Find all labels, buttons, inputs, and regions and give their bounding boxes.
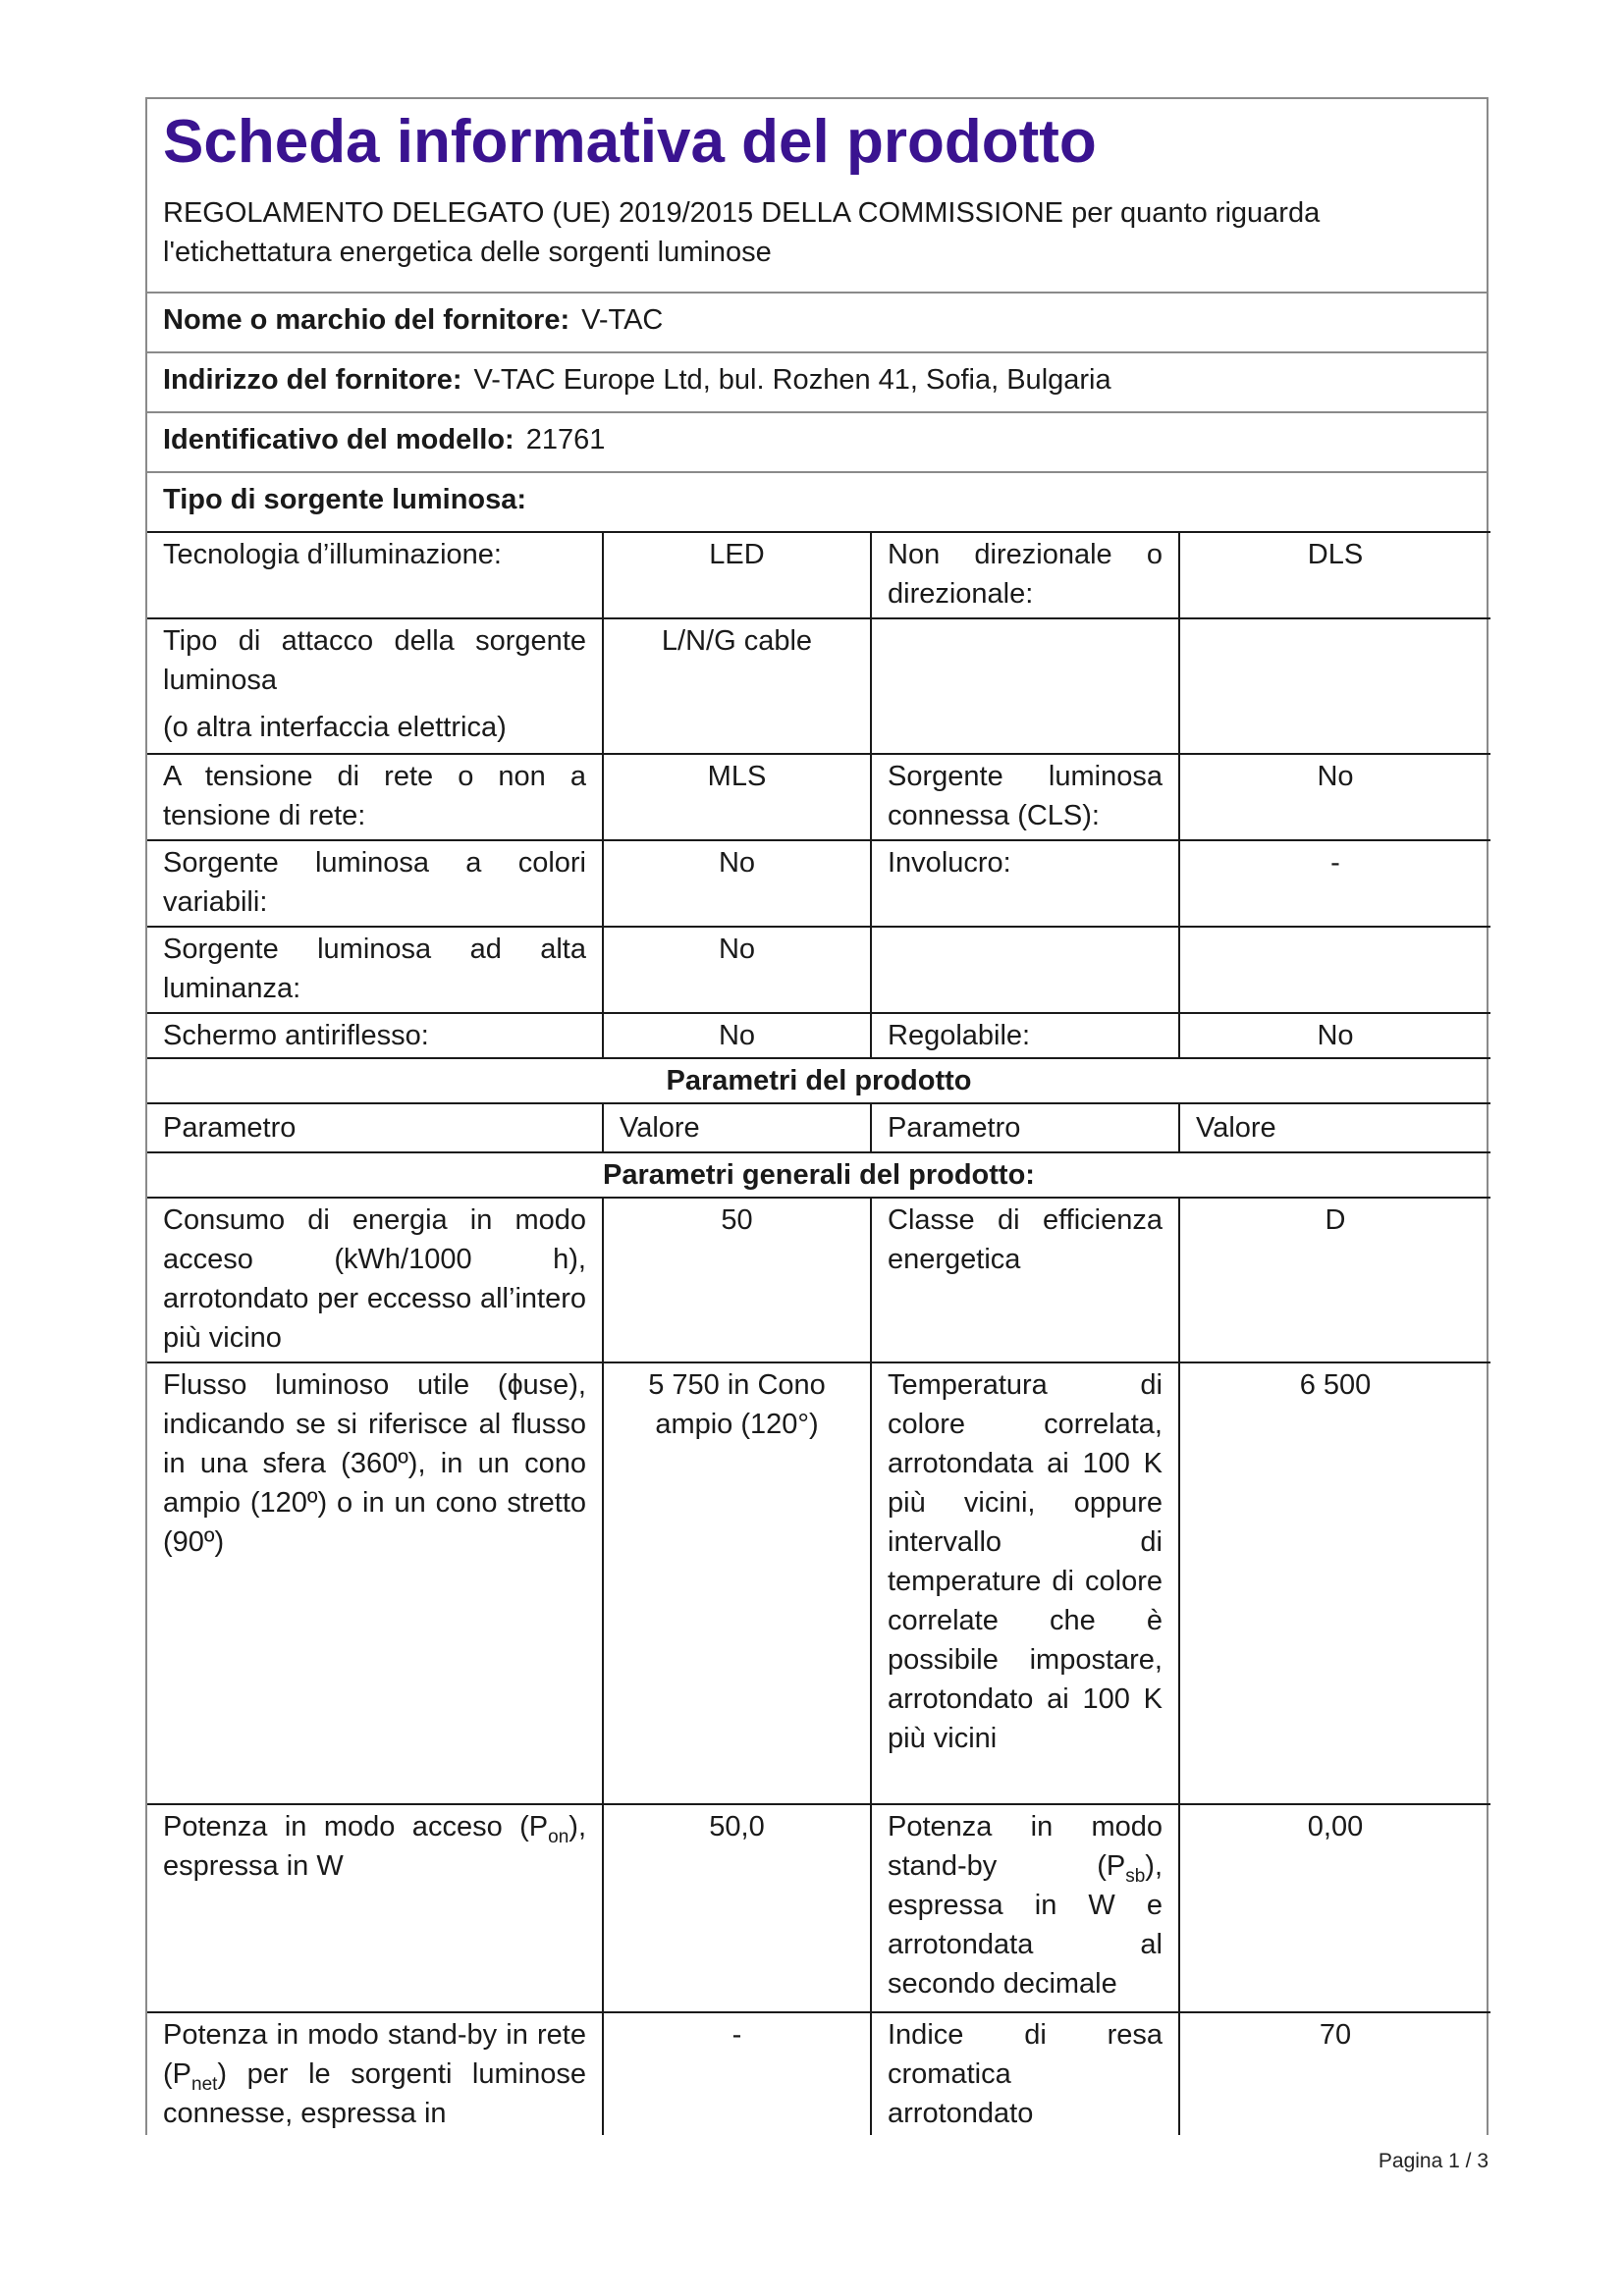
table-row — [147, 1362, 1490, 1804]
label-cell — [147, 618, 603, 754]
supplier-address-value: V-TAC Europe Ltd, bul. Rozhen 41, Sofia, Bulgaria — [473, 364, 1111, 396]
value-cell: No — [603, 927, 871, 1013]
table-row — [147, 1804, 1490, 2012]
power-standby-value: 0,00 — [1179, 1804, 1490, 2012]
subscript: on — [548, 1826, 569, 1847]
subscript: sb — [1125, 1865, 1146, 1887]
section-header-row — [147, 1152, 1490, 1198]
label-cell: Sorgente luminosa ad alta luminanza: — [147, 927, 603, 1013]
light-source-type-row — [147, 473, 1487, 531]
product-info-sheet — [145, 97, 1489, 2135]
label-cell: Tecnologia d’illuminazione: — [147, 532, 603, 618]
column-header-param: Parametro — [871, 1103, 1179, 1152]
value-cell: LED — [603, 532, 871, 618]
value-cell: No — [603, 840, 871, 927]
label-text: Potenza in modo acceso (P — [163, 1811, 549, 1842]
label-cell: Classe di efficienza energetica — [871, 1198, 1179, 1362]
label-cell: Involucro: — [871, 840, 1179, 927]
label-cell: Consumo di energia in modo acceso (kWh/1000 h), arrotondato per eccesso all’intero più vicino — [147, 1198, 603, 1362]
label-cell: Temperatura di colore correlata, arrotondata ai 100 K più vicini, oppure intervallo di temperature di colore correlate che è possibile impostare, arrotondato ai 100 K più vicini — [871, 1362, 1179, 1804]
label-text: ), espressa in W e arrotondata al secondo decimale — [888, 1850, 1163, 2000]
supplier-address-row — [147, 353, 1487, 413]
regulation-subtitle — [163, 193, 1471, 272]
supplier-address-label: Indirizzo del fornitore: — [163, 364, 462, 396]
label-cell: Sorgente luminosa connessa (CLS): — [871, 754, 1179, 840]
table-row — [147, 1198, 1490, 1362]
label-text: ) per le sorgenti luminose connesse, espressa in — [163, 2058, 586, 2129]
label-text: Potenza in modo stand-by in rete (P — [163, 2019, 586, 2090]
value-cell: DLS — [1179, 532, 1490, 618]
label-cell: Flusso luminoso utile (ɸuse), indicando se si riferisce al flusso in una sfera (360º), in un cono ampio (120º) o in un cono stretto (90º) — [147, 1362, 603, 1804]
label-text: Potenza in modo stand-by (P — [888, 1811, 1163, 1882]
table-row — [147, 618, 1490, 754]
label-text: ), espressa in W — [163, 1811, 586, 1882]
value-cell: D — [1179, 1198, 1490, 1362]
power-net-value: - — [603, 2012, 871, 2135]
value-cell: MLS — [603, 754, 871, 840]
table-row — [147, 2012, 1490, 2135]
label-cell: Regolabile: — [871, 1013, 1179, 1058]
cri-label: Indice di resa cromatica arrotondato — [871, 2012, 1179, 2135]
supplier-name-label: Nome o marchio del fornitore: — [163, 304, 570, 336]
title-block — [147, 99, 1487, 294]
cap-type-note: (o altra interfaccia elettrica) — [163, 712, 507, 743]
value-cell: 6 500 — [1179, 1362, 1490, 1804]
label-cell: Non direzionale o direzionale: — [871, 532, 1179, 618]
empty-cell — [1179, 618, 1490, 754]
light-source-type-label: Tipo di sorgente luminosa: — [163, 484, 527, 515]
value-cell: No — [603, 1013, 871, 1058]
subtitle-line-1: REGOLAMENTO DELEGATO (UE) 2019/2015 DELLA COMMISSIONE per quanto riguarda — [163, 197, 1321, 229]
power-net-label — [147, 2012, 603, 2135]
subscript: net — [191, 2073, 218, 2095]
section-header-row — [147, 1058, 1490, 1103]
model-id-label: Identificativo del modello: — [163, 424, 514, 455]
empty-cell — [1179, 927, 1490, 1013]
supplier-name-row — [147, 294, 1487, 353]
table-row — [147, 754, 1490, 840]
value-cell: - — [1179, 840, 1490, 927]
table-row — [147, 532, 1490, 618]
section-title-general-params: Parametri generali del prodotto: — [147, 1152, 1490, 1198]
value-cell: No — [1179, 1013, 1490, 1058]
light-source-type-table — [147, 531, 1490, 2135]
cri-value: 70 — [1179, 2012, 1490, 2135]
value-cell: No — [1179, 754, 1490, 840]
table-row — [147, 927, 1490, 1013]
power-standby-label — [871, 1804, 1179, 2012]
model-id-row — [147, 413, 1487, 473]
value-cell: L/N/G cable — [603, 618, 871, 754]
table-row — [147, 1013, 1490, 1058]
page-number: Pagina 1 / 3 — [1378, 2150, 1489, 2172]
label-cell: Sorgente luminosa a colori variabili: — [147, 840, 603, 927]
model-id-value: 21761 — [525, 424, 606, 455]
value-cell: 50 — [603, 1198, 871, 1362]
value-cell: 5 750 in Cono ampio (120°) — [603, 1362, 871, 1804]
empty-cell — [871, 618, 1179, 754]
table-row — [147, 840, 1490, 927]
column-header-value: Valore — [1179, 1103, 1490, 1152]
section-title-product-params: Parametri del prodotto — [147, 1058, 1490, 1103]
column-header-param: Parametro — [147, 1103, 603, 1152]
column-header-row — [147, 1103, 1490, 1152]
subtitle-line-2: l'etichettatura energetica delle sorgenti luminose — [163, 237, 772, 268]
empty-cell — [871, 927, 1179, 1013]
power-on-label — [147, 1804, 603, 2012]
cap-type-label: Tipo di attacco della sorgente luminosa — [163, 625, 586, 696]
label-cell: Schermo antiriflesso: — [147, 1013, 603, 1058]
page-title: Scheda informativa del prodotto — [163, 108, 1097, 176]
power-on-value: 50,0 — [603, 1804, 871, 2012]
supplier-name-value: V-TAC — [581, 304, 664, 336]
column-header-value: Valore — [603, 1103, 871, 1152]
label-cell: A tensione di rete o non a tensione di rete: — [147, 754, 603, 840]
